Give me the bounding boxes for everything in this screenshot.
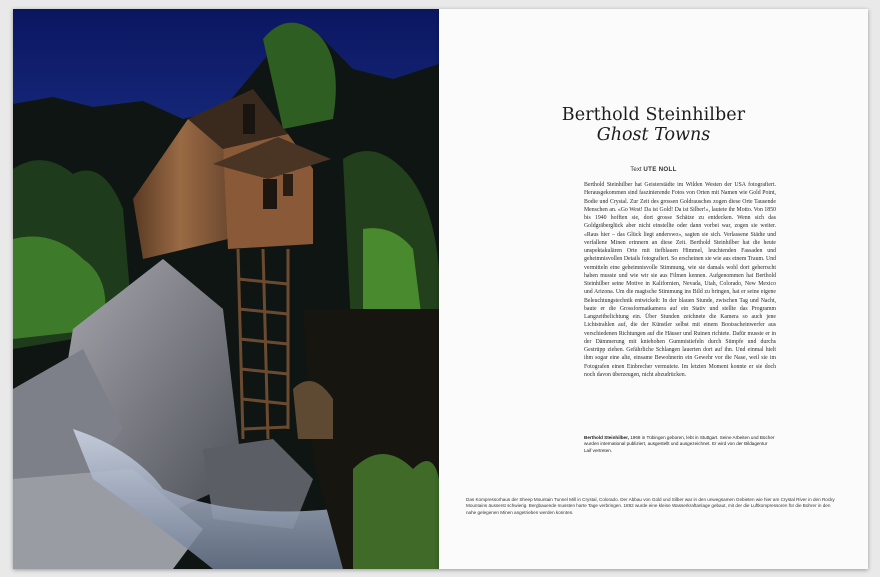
magazine-spread — [13, 9, 868, 569]
left-page — [13, 9, 439, 569]
byline-author: UTE NOLL — [643, 166, 677, 173]
bio-name: Berthold Steinhilber, — [584, 435, 629, 440]
right-page — [439, 9, 868, 569]
photo-caption: Das Kompressorhaus der Sheep Mountain Tunnel Mill in Crystal, Colorado. Der Abbau von Gold und Silber war in den unwegsamen Gebieten wie hier am Crystal River in den Rocky Mountains äusserst schwierig. Bergbauende mussten harte Tage verbringen. 1892 wurde eine kleine Wasserkraftanlage gebaut, mit der die Luftkompressoren für die Bohrer in den nahe gelegenen Minen angetrieben werden konnten. — [466, 497, 835, 515]
byline-prefix: Text — [630, 166, 642, 173]
article-subtitle: Ghost Towns — [596, 125, 711, 145]
byline — [439, 166, 868, 173]
article-title: Berthold Steinhilber — [561, 105, 746, 125]
article-body: Berthold Steinhilber hat Geisterstädte im Wilden Westen der USA fotografiert. Herausgekommen sind faszinierende Fotos von Orten mit Namen wie Gold Point, Bodie und Crystal. Zur Zeit des grossen Goldrausches zogen diese Orte Tausende Menschen an. «Go West! Da ist Gold! Da ist Silber!», lautete ihr Motto. Von 1850 bis 1940 hofften sie, dort grosse Schätze zu entdecken. Wenn sich das Goldgräberglück aber nicht einstellte oder dann vorbei war, zogen sie weiter. «Raus hier – das Glück liegt anderswo», sagten sie sich. Verlassene Städte und verfallene Minen erinnern an diese Zeit. Berthold Steinhilber hat die heute unspektakulären Orte mit tiefblauen Himmel, leuchtenden Fassaden und geheimnisvollen Details fotografiert. So erscheinen sie wie aus einem Traum. Und vermitteln eine geheimnisvolle Stimmung, wie sie damals wohl dort geherrscht haben musste und wie wir sie aus Filmen kennen. Aufgenommen hat Berthold Steinhilber seine Motive in Kalifornien, Nevada, Utah, Colorado, New Mexico und Arizona. Um die magische Stimmung ins Bild zu bringen, hat er seine eigene Beleuchtungstechnik entwickelt: In der blauen Stunde, zwischen Tag und Nacht, baute er die Grossformatkamera auf ein Stativ und stellte das Programm Langzeitbelichtung ein. Über Stunden zeichnete die Kamera so auch jene Lichtstrahlen auf, die der Künstler selbst mit einem Bootsscheinwerfer aus verschiedenen Richtungen auf die Häuser und Ruinen richtete. Dafür musste er in der Dämmerung mit kniehohen Gummistiefeln durch Sümpfe und durchs Gestrüpp ziehen. Gefährliche Schlangen lauerten dort auf ihn. Und einmal hielt ihm sogar eine alte, einsame Bewohnerin ein Gewehr vor die Nase, weil sie im Fotografen einen Einbrecher vermutete. Im letzten Moment konnte er sie doch noch davon überzeugen, nicht abzudrücken. — [584, 182, 776, 378]
author-bio — [584, 435, 776, 454]
ghost-mill-photo — [13, 9, 439, 569]
bio-text: 1968 in Tübingen geboren, lebt in Stuttgart. Seine Arbeiten und Bücher wurden international publiziert, ausgestellt und ausgezeichnet. Er wird von der Bildagentur Laif vertreten. — [584, 435, 775, 453]
